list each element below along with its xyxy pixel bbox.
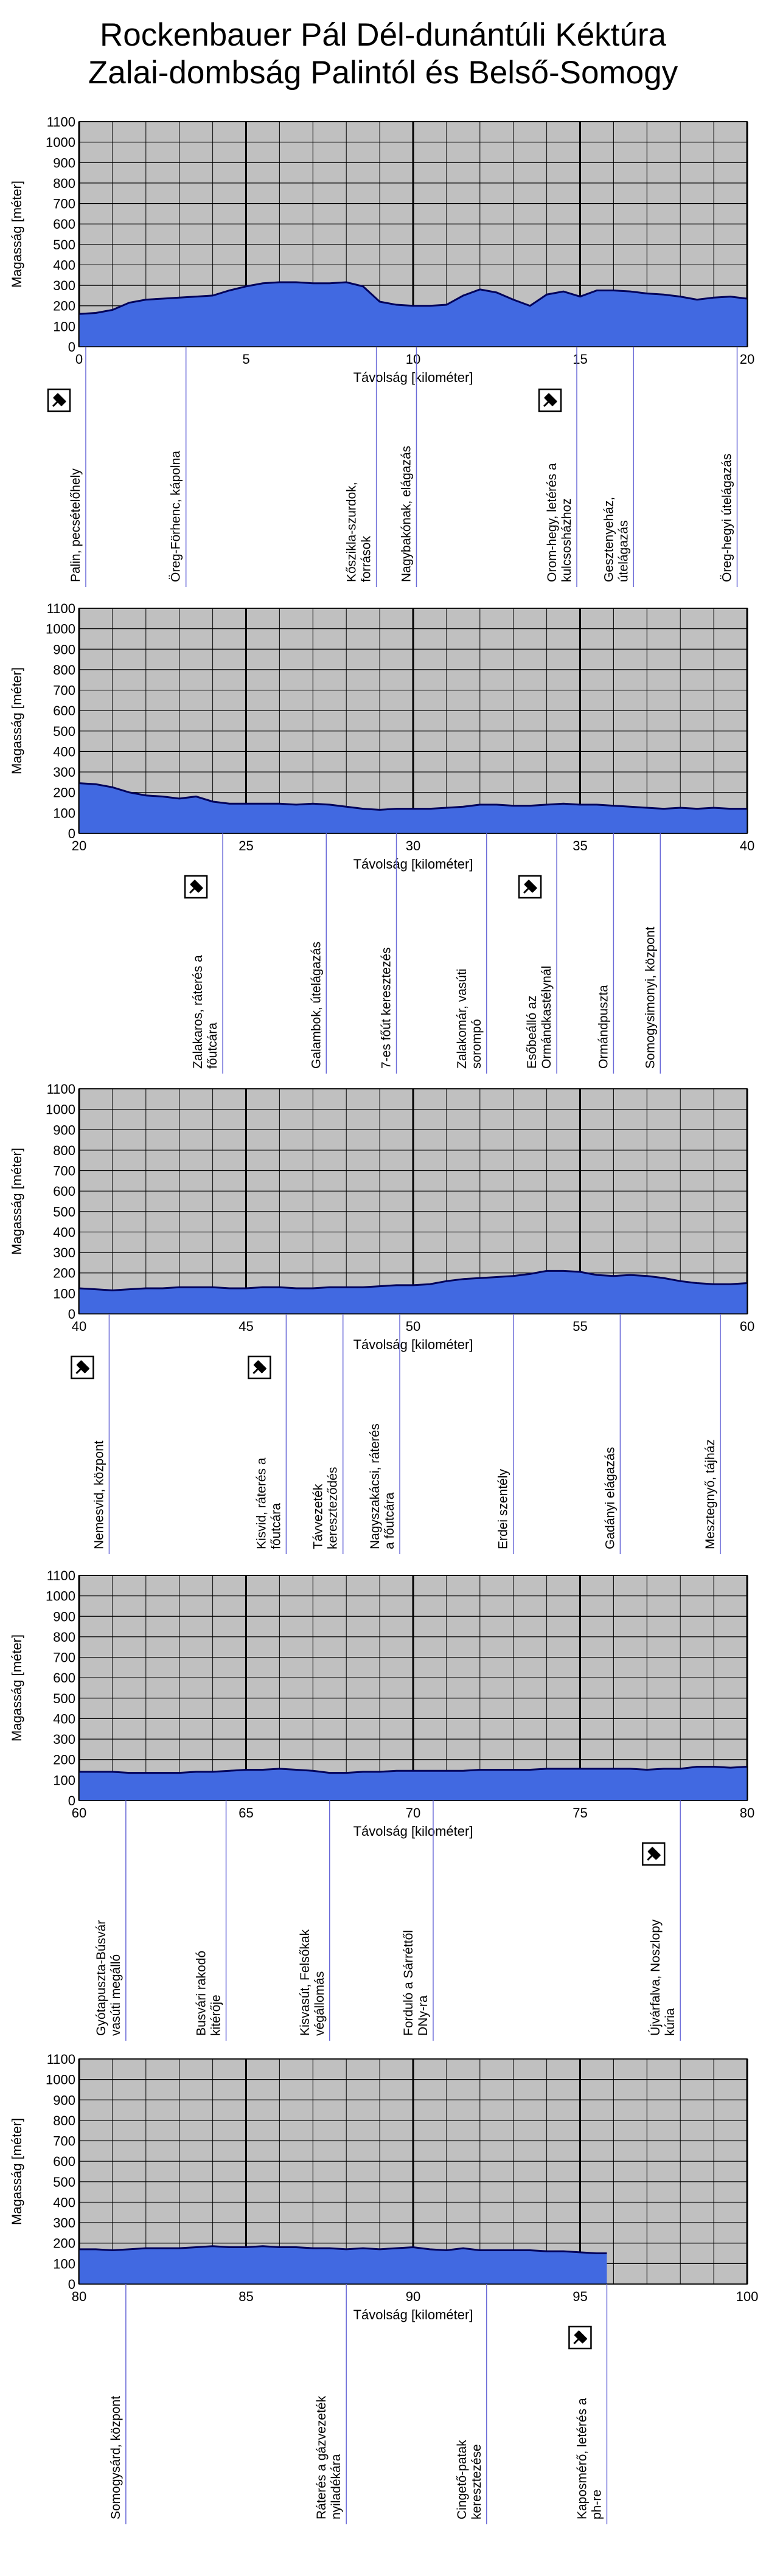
x-tick-label: 15 [573,352,588,367]
waypoint-label: Busvári rakodókitérője [194,1950,223,2036]
x-axis-label: Távolság [kilométer] [353,856,473,872]
waypoint-label: Kaposmérő, letérés aph-re [575,2398,604,2519]
y-tick-label: 300 [53,765,75,780]
elevation-chart-80-100km [0,2050,766,2536]
x-tick-label: 30 [405,838,421,853]
waypoint-label: Palin, pecsételőhely [68,468,83,582]
y-tick-label: 700 [53,1163,75,1179]
x-tick-label: 20 [739,352,755,367]
y-tick-label: 200 [53,2235,75,2251]
x-tick-label: 55 [573,1319,588,1334]
y-tick-label: 200 [53,1752,75,1768]
x-tick-label: 25 [239,838,254,853]
x-tick-label: 50 [405,1319,421,1334]
chart-title: Rockenbauer Pál Dél-dunántúli Kéktúra [100,17,666,53]
y-tick-label: 0 [68,1307,75,1322]
x-axis-label: Távolság [kilométer] [353,2307,473,2322]
x-tick-label: 35 [573,838,588,853]
y-tick-label: 800 [53,662,75,678]
x-tick-label: 40 [71,1319,87,1334]
y-tick-label: 100 [53,805,75,821]
waypoint-label: Nagyszakácsi, ráterésa főutcára [368,1423,397,1549]
x-tick-label: 60 [71,1805,87,1821]
y-tick-label: 1100 [46,2052,75,2067]
y-tick-label: 400 [53,257,75,273]
y-tick-label: 400 [53,1711,75,1727]
y-tick-label: 1100 [46,114,75,130]
x-tick-label: 90 [405,2289,421,2304]
x-tick-label: 85 [239,2289,254,2304]
x-tick-label: 45 [239,1319,254,1334]
waypoint-label: Ormándpuszta [596,985,611,1069]
waypoint-label: Forduló a SárréttőlDNy-ra [401,1930,430,2036]
y-tick-label: 0 [68,2277,75,2292]
y-tick-label: 1000 [46,134,75,150]
y-tick-label: 100 [53,319,75,335]
y-axis-label: Magasság [méter] [9,1634,24,1742]
y-tick-label: 900 [53,642,75,658]
y-tick-label: 600 [53,2154,75,2170]
waypoint-label: Távvezetékkereszteződés [311,1467,340,1549]
y-tick-label: 200 [53,298,75,314]
x-tick-label: 0 [75,352,83,367]
waypoint-label: Kisvasút, Felsőkakvégállomás [298,1929,327,2036]
y-tick-label: 700 [53,196,75,212]
y-tick-label: 300 [53,1245,75,1261]
y-tick-label: 200 [53,1265,75,1281]
x-axis-label: Távolság [kilométer] [353,370,473,385]
elevation-chart-40-60km [0,1080,766,1566]
waypoint-label: Esőbeálló azOrmándkastélynál [525,965,554,1069]
elevation-area [79,2246,607,2284]
y-tick-label: 900 [53,155,75,171]
y-tick-label: 800 [53,175,75,191]
y-tick-label: 300 [53,2215,75,2231]
waypoint-label: Nagybakónak, elágazás [399,445,414,582]
y-tick-label: 0 [68,826,75,841]
x-axis-label: Távolság [kilométer] [353,1337,473,1352]
y-tick-label: 1100 [46,1568,75,1583]
y-tick-label: 0 [68,339,75,355]
waypoint-label: Cingető-patakkeresztezése [454,2440,484,2519]
y-tick-label: 700 [53,682,75,698]
y-tick-label: 300 [53,278,75,294]
x-tick-label: 100 [736,2289,759,2304]
y-tick-label: 800 [53,1142,75,1158]
y-axis-label: Magasság [méter] [9,2117,24,2226]
y-tick-label: 100 [53,1772,75,1788]
y-tick-label: 100 [53,2256,75,2272]
x-tick-label: 20 [71,838,87,853]
y-tick-label: 400 [53,2195,75,2210]
y-tick-label: 400 [53,1224,75,1240]
y-tick-label: 600 [53,1670,75,1686]
y-tick-label: 200 [53,785,75,800]
y-tick-label: 400 [53,744,75,760]
x-tick-label: 80 [739,1805,755,1821]
y-tick-label: 800 [53,2113,75,2128]
waypoint-label: Galambok, útelágazás [309,942,324,1069]
x-tick-label: 10 [405,352,421,367]
x-tick-label: 70 [405,1805,421,1821]
waypoint-label: 7-es főút keresztezés [379,947,394,1069]
waypoint-label: Gyótapuszta-Búsvárvasúti megálló [94,1920,123,2036]
chart-subtitle: Zalai-dombság Palintól és Belső-Somogy [88,55,678,91]
y-axis-label: Magasság [méter] [9,667,24,775]
waypoint-label: Gadányi elágazás [603,1446,618,1549]
y-tick-label: 600 [53,703,75,719]
x-tick-label: 5 [242,352,250,367]
x-tick-label: 60 [739,1319,755,1334]
waypoint-label: Nemesvid, központ [92,1440,106,1549]
y-tick-label: 1100 [46,601,75,616]
x-tick-label: 80 [71,2289,87,2304]
y-tick-label: 900 [53,2092,75,2108]
elevation-chart-0-20km [0,113,766,599]
y-axis-label: Magasság [méter] [9,1147,24,1255]
waypoint-label: Ráterés a gázvezetéknyiladékára [315,2395,344,2519]
waypoint-label: Zalakomár, vasútisorompó [454,968,484,1069]
waypoint-label: Öreg-Förhenc, kápolna [169,451,183,582]
y-tick-label: 500 [53,237,75,252]
y-tick-label: 600 [53,1184,75,1199]
x-tick-label: 65 [239,1805,254,1821]
y-tick-label: 500 [53,723,75,739]
y-tick-label: 0 [68,1793,75,1808]
waypoint-label: Öreg-hegyi útelágazás [720,453,734,582]
waypoint-label: Kőszikla-szurdok,források [344,482,374,582]
waypoint-label: Kisvid, ráterés afőutcára [254,1457,284,1549]
y-tick-label: 700 [53,1650,75,1665]
waypoint-label: Újvárfalva, Noszlopykúria [649,1919,678,2036]
y-tick-label: 500 [53,1690,75,1706]
y-tick-label: 700 [53,2133,75,2149]
y-tick-label: 500 [53,2174,75,2190]
waypoint-label: Erdei szentély [496,1469,510,1549]
y-tick-label: 100 [53,1286,75,1302]
y-tick-label: 800 [53,1629,75,1645]
x-axis-label: Távolság [kilométer] [353,1824,473,1839]
y-tick-label: 500 [53,1204,75,1220]
y-tick-label: 600 [53,217,75,232]
y-tick-label: 300 [53,1732,75,1748]
elevation-chart-60-80km [0,1566,766,2053]
y-tick-label: 1000 [46,1102,75,1117]
waypoint-label: Gesztenyeház,útelágazás [602,496,631,582]
y-tick-label: 1000 [46,2072,75,2088]
waypoint-label: Somogysárd, központ [108,2395,123,2519]
y-tick-label: 900 [53,1609,75,1625]
waypoint-label: Orom-hegy, letérés akulcsosházhoz [545,463,574,582]
y-tick-label: 1000 [46,1588,75,1604]
y-axis-label: Magasság [méter] [9,180,24,288]
x-tick-label: 40 [739,838,755,853]
x-tick-label: 75 [573,1805,588,1821]
waypoint-label: Zalakaros, ráterés afőutcára [191,955,220,1069]
y-tick-label: 1000 [46,621,75,637]
waypoint-label: Somogysimonyi, központ [643,926,658,1069]
waypoint-label: Mesztegnyő, tájház [703,1439,718,1549]
y-tick-label: 1100 [46,1081,75,1097]
y-tick-label: 900 [53,1122,75,1138]
elevation-chart-20-40km [0,599,766,1086]
x-tick-label: 95 [573,2289,588,2304]
